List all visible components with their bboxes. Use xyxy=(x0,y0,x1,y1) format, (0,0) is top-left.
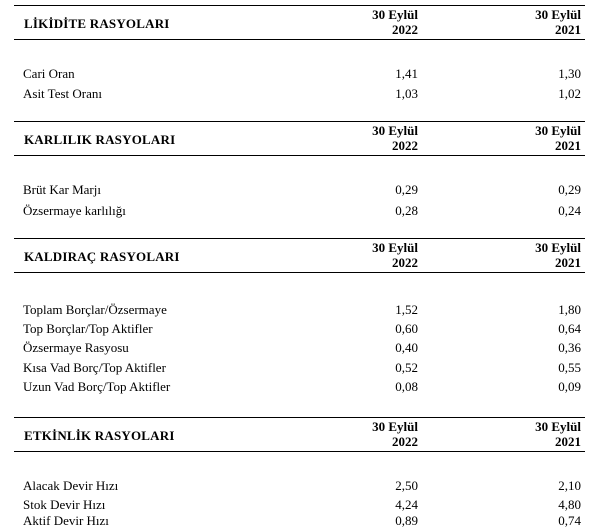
column-header-2021: 30 Eylül 2021 xyxy=(535,419,581,449)
value-2021: 1,80 xyxy=(558,302,581,317)
value-2022: 1,03 xyxy=(395,86,418,101)
value-2022: 0,89 xyxy=(395,513,418,528)
value-2021: 1,02 xyxy=(558,86,581,101)
table-row xyxy=(14,338,585,357)
section-title: KALDIRAÇ RASYOLARI xyxy=(24,249,180,264)
value-2022: 4,24 xyxy=(395,497,418,512)
section-header-karlilik xyxy=(14,121,585,156)
section-title: ETKİNLİK RASYOLARI xyxy=(24,428,175,443)
row-label: Brüt Kar Marjı xyxy=(23,182,101,197)
column-header-2022: 30 Eylül 2022 xyxy=(372,123,418,153)
section-title: KARLILIK RASYOLARI xyxy=(24,132,176,147)
section-title: LİKİDİTE RASYOLARI xyxy=(24,16,170,31)
row-label: Alacak Devir Hızı xyxy=(23,478,119,493)
section-header-kaldirac xyxy=(14,238,585,273)
section-header-etkinlik xyxy=(14,417,585,452)
table-row xyxy=(14,358,585,377)
column-header-2021: 30 Eylül 2021 xyxy=(535,7,581,37)
table-row xyxy=(14,84,585,103)
row-label: Top Borçlar/Top Aktifler xyxy=(23,321,153,336)
table-row xyxy=(14,180,585,199)
column-header-2022: 30 Eylül 2022 xyxy=(372,240,418,270)
row-label: Cari Oran xyxy=(23,66,75,81)
value-2022: 0,60 xyxy=(395,321,418,336)
value-2021: 1,30 xyxy=(558,66,581,81)
row-label: Kısa Vad Borç/Top Aktifler xyxy=(23,360,166,375)
value-2021: 2,10 xyxy=(558,478,581,493)
value-2021: 0,24 xyxy=(558,203,581,218)
table-row xyxy=(14,300,585,319)
value-2022: 1,41 xyxy=(395,66,418,81)
column-header-2021: 30 Eylül 2021 xyxy=(535,240,581,270)
table-row xyxy=(14,511,585,530)
row-label: Uzun Vad Borç/Top Aktifler xyxy=(23,379,171,394)
value-2022: 0,40 xyxy=(395,340,418,355)
value-2022: 0,29 xyxy=(395,182,418,197)
value-2022: 2,50 xyxy=(395,478,418,493)
value-2022: 0,08 xyxy=(395,379,418,394)
value-2021: 0,09 xyxy=(558,379,581,394)
column-header-2022: 30 Eylül 2022 xyxy=(372,7,418,37)
table-row xyxy=(14,377,585,396)
column-header-2021: 30 Eylül 2021 xyxy=(535,123,581,153)
row-label: Özsermaye Rasyosu xyxy=(23,340,129,355)
value-2022: 0,28 xyxy=(395,203,418,218)
value-2021: 0,64 xyxy=(558,321,581,336)
value-2022: 1,52 xyxy=(395,302,418,317)
value-2021: 0,29 xyxy=(558,182,581,197)
value-2021: 4,80 xyxy=(558,497,581,512)
value-2021: 0,74 xyxy=(558,513,581,528)
table-row xyxy=(14,476,585,495)
value-2021: 0,36 xyxy=(558,340,581,355)
table-row xyxy=(14,201,585,220)
row-label: Toplam Borçlar/Özsermaye xyxy=(23,302,167,317)
table-row xyxy=(14,64,585,83)
section-header-likidite xyxy=(14,5,585,40)
row-label: Stok Devir Hızı xyxy=(23,497,106,512)
row-label: Asit Test Oranı xyxy=(23,86,103,101)
value-2021: 0,55 xyxy=(558,360,581,375)
value-2022: 0,52 xyxy=(395,360,418,375)
column-header-2022: 30 Eylül 2022 xyxy=(372,419,418,449)
row-label: Aktif Devir Hızı xyxy=(23,513,109,528)
row-label: Özsermaye karlılığı xyxy=(23,203,126,218)
table-row xyxy=(14,319,585,338)
